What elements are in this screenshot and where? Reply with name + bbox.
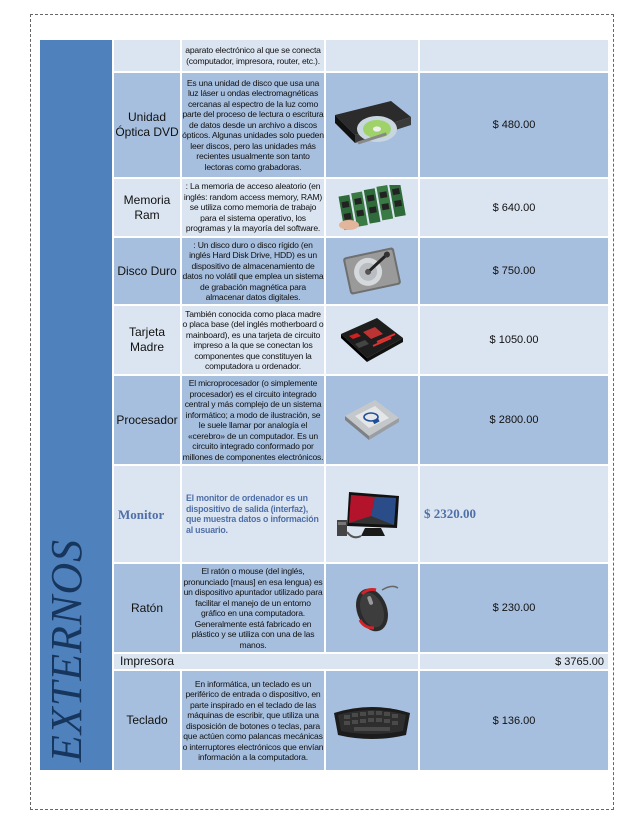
table-row: [40, 73, 608, 177]
table-row: [40, 306, 608, 374]
row-price: $ 2800.00: [420, 376, 608, 464]
row-description: : Un disco duro o disco rígido (en inglés Hard Disk Drive, HDD) es un dispositivo de almacenamiento de datos no volátil que emplea un sistema de grabación magnética para almacenar datos digitales.: [182, 239, 324, 302]
row-name: Tarjeta Madre: [114, 306, 180, 374]
table-row: [40, 654, 608, 669]
row-price: $ 640.00: [420, 179, 608, 236]
table-row: [40, 564, 608, 652]
row-description: aparato electrónico al que se conecta (computador, impresora, router, etc.).: [182, 40, 324, 71]
table-row: [40, 376, 608, 464]
row-description: También conocida como placa madre o placa base (del inglés motherboard o mainboard), es una tarjeta de circuito impreso a la que se conectan los componentes que constituyen la computadora u ordenador.: [182, 306, 324, 374]
row-description: El ratón o mouse (del inglés, pronunciado [maus] en esa lengua) es un dispositivo apuntador utilizado para facilitar el manejo de un entorno gráfico en una computadora. Generalmente está fabricado en plástico y se utiliza con una de las manos.: [182, 564, 324, 652]
row-name: Teclado: [114, 671, 180, 770]
row-image-cell: [326, 306, 418, 374]
row-description: Es una unidad de disco que usa una luz láser u ondas electromagnéticas cercanas al espectro de la luz como parte del proceso de lectura o escritura de datos desde un archivo a discos ópticos. Algunas unidades solo pueden leer discos, pero las unidades más recientes usualmente son tanto lectoras como grabadoras.: [182, 73, 324, 177]
row-image-cell: [326, 466, 418, 562]
row-image-cell: [326, 564, 418, 652]
section-label: EXTERNOS: [42, 538, 91, 762]
row-name: Impresora: [114, 654, 418, 669]
row-description: El monitor de ordenador es un dispositivo de salida (interfaz), que muestra datos o información al usuario.: [182, 466, 324, 562]
ram-modules-icon: [335, 185, 409, 231]
table-row: [40, 466, 608, 562]
row-price: $ 136.00: [420, 671, 608, 770]
row-image-cell: [326, 238, 418, 304]
row-description: En informática, un teclado es un periférico de entrada o dispositivo, en parte inspirado en el teclado de las máquinas de escribir, que utiliza una disposición de botones o teclas, para que actúen como palancas mecánicas o interruptores electrónicos que envían información a la computadora.: [182, 671, 324, 770]
row-name: Unidad Óptica DVD: [114, 73, 180, 177]
table-row: [40, 238, 608, 304]
monitor-icon: [335, 486, 409, 542]
row-price: [420, 40, 608, 71]
keyboard-icon: [330, 699, 414, 743]
hard-disk-icon: [340, 246, 404, 296]
processor-chip-icon: [341, 394, 403, 446]
row-price: $ 3765.00: [420, 654, 608, 669]
row-description: : La memoria de acceso aleatorio (en inglés: random access memory, RAM) se utiliza como memoria de trabajo para el sistema operativo, los programas y la mayoría del software.: [182, 179, 324, 236]
row-image-cell: [326, 179, 418, 236]
row-price: $ 750.00: [420, 238, 608, 304]
components-table: [38, 38, 610, 772]
row-image-cell: [326, 73, 418, 177]
mouse-icon: [342, 580, 402, 636]
row-price: $ 230.00: [420, 564, 608, 652]
row-price: $ 1050.00: [420, 306, 608, 374]
row-name: Monitor: [114, 466, 180, 562]
motherboard-icon: [337, 314, 407, 366]
section-band: [40, 40, 112, 770]
row-price: $ 480.00: [420, 73, 608, 177]
row-name: Memoria Ram: [114, 179, 180, 236]
table-row: [40, 40, 608, 71]
row-name: Disco Duro: [114, 238, 180, 304]
row-name: Ratón: [114, 564, 180, 652]
row-price: $ 2320.00: [420, 466, 608, 562]
table-row: [40, 671, 608, 770]
row-image-cell: [326, 40, 418, 71]
row-image-cell: [326, 671, 418, 770]
row-image-cell: [326, 376, 418, 464]
row-name: [114, 40, 180, 71]
table-row: [40, 179, 608, 236]
row-description: El microprocesador (o simplemente procesador) es el circuito integrado central y más complejo de un sistema informático; a modo de ilustración, se le suele llamar por analogía el «cerebro» de un computador. Es un circuito integrado conformado por millones de componentes electrónicos.: [182, 376, 324, 464]
row-name: Procesador: [114, 376, 180, 464]
dvd-drive-icon: [331, 95, 413, 155]
